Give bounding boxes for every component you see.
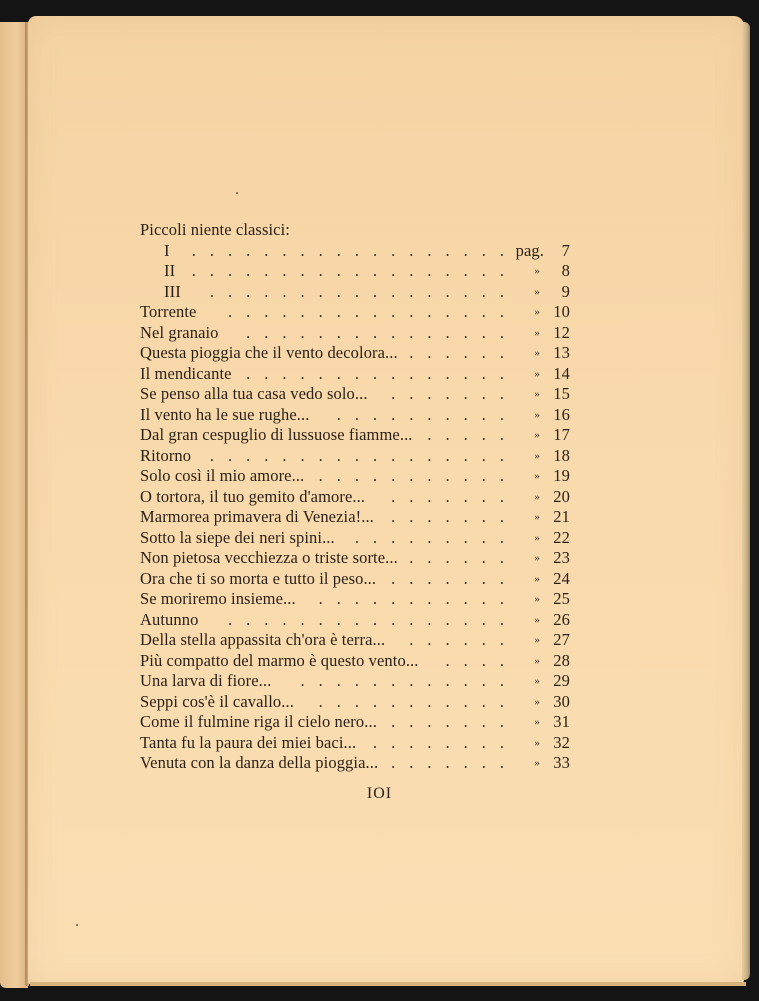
toc-entry bbox=[140, 671, 570, 692]
dot-leader: ......... bbox=[354, 527, 518, 547]
toc-entry bbox=[140, 753, 570, 774]
entry-title: Torrente bbox=[140, 302, 197, 321]
ditto-mark: » bbox=[534, 757, 540, 769]
ditto-mark: » bbox=[534, 716, 540, 728]
dot-leader: ................. bbox=[209, 281, 518, 301]
entry-page-number: 31 bbox=[553, 712, 570, 731]
toc-entry bbox=[140, 241, 570, 262]
dot-leader: .... bbox=[445, 650, 518, 670]
facing-page-edge bbox=[0, 22, 28, 988]
entry-title: Il mendicante bbox=[140, 363, 232, 383]
entry-title: Sotto la siepe dei neri spini... bbox=[140, 527, 335, 547]
ditto-mark: » bbox=[534, 695, 540, 708]
dot-leader: ....... bbox=[391, 753, 518, 772]
toc-entry bbox=[140, 364, 570, 385]
ditto-mark: » bbox=[534, 613, 540, 626]
entry-title: III bbox=[140, 282, 181, 302]
entry-title: Solo così il mio amore... bbox=[140, 466, 305, 485]
entry-page-number: 22 bbox=[553, 527, 570, 547]
dot-leader: .................. bbox=[191, 261, 518, 280]
entry-title: Seppi cos'è il cavallo... bbox=[140, 691, 294, 711]
toc-entry bbox=[140, 630, 570, 651]
entry-page-number: 13 bbox=[553, 343, 570, 362]
dot-leader: ....... bbox=[391, 568, 518, 588]
entry-page-number: 8 bbox=[561, 261, 570, 280]
entry-title: Una larva di fiore... bbox=[140, 671, 272, 690]
entry-page-number: 24 bbox=[553, 568, 570, 588]
entry-page-number: 32 bbox=[553, 732, 570, 752]
page-number: IOI bbox=[366, 785, 393, 802]
dot-leader: ............... bbox=[246, 322, 518, 342]
dot-leader: ...... bbox=[409, 548, 518, 567]
dot-leader: ....... bbox=[391, 384, 518, 403]
entry-page-number: 20 bbox=[553, 486, 570, 506]
entry-page-number: 30 bbox=[553, 691, 570, 711]
entry-page-number: 16 bbox=[553, 404, 570, 424]
dot-leader: ................ bbox=[228, 609, 518, 629]
toc-entry bbox=[140, 712, 570, 733]
entry-page-number: 33 bbox=[553, 753, 570, 772]
ditto-mark: » bbox=[534, 470, 540, 482]
entry-page-number: 28 bbox=[553, 650, 570, 670]
entry-page-number: 23 bbox=[553, 548, 570, 567]
ditto-mark: » bbox=[534, 634, 540, 646]
ditto-mark: » bbox=[534, 511, 540, 523]
ditto-mark: » bbox=[534, 285, 540, 298]
toc-entry bbox=[140, 323, 570, 344]
ditto-mark: » bbox=[534, 429, 540, 441]
toc-entry bbox=[140, 466, 570, 487]
toc-entry bbox=[140, 487, 570, 508]
ditto-mark: » bbox=[534, 408, 540, 421]
page-label: pag. bbox=[515, 240, 544, 260]
dot-leader: ........... bbox=[318, 466, 518, 485]
page-fore-edge bbox=[742, 22, 750, 980]
toc-entry bbox=[140, 692, 570, 713]
entry-title: Dal gran cespuglio di lussuose fiamme... bbox=[140, 425, 413, 444]
section-heading: Piccoli niente classici: bbox=[140, 220, 290, 239]
toc-entry bbox=[140, 651, 570, 672]
entry-page-number: 14 bbox=[553, 363, 570, 383]
entry-page-number: 27 bbox=[553, 630, 570, 649]
dot-leader: ............... bbox=[246, 363, 518, 383]
ditto-mark: » bbox=[534, 388, 540, 400]
toc-entry bbox=[140, 261, 570, 282]
entry-page-number: 29 bbox=[553, 671, 570, 690]
entry-title: Ora che ti so morta e tutto il peso... bbox=[140, 568, 377, 588]
dot-leader: ....... bbox=[391, 507, 518, 526]
entry-title: Non pietosa vecchiezza o triste sorte... bbox=[140, 548, 398, 567]
entry-title: Questa pioggia che il vento decolora... bbox=[140, 343, 398, 362]
entry-title: O tortora, il tuo gemito d'amore... bbox=[140, 486, 366, 506]
entry-title: Come il fulmine riga il cielo nero... bbox=[140, 712, 377, 731]
entry-title: Se moriremo insieme... bbox=[140, 589, 296, 608]
entry-page-number: 15 bbox=[553, 384, 570, 403]
toc-entry bbox=[140, 733, 570, 754]
ditto-mark: » bbox=[534, 572, 540, 585]
dot-leader: ................. bbox=[209, 445, 518, 465]
ditto-mark: » bbox=[534, 531, 540, 544]
dot-leader: ....... bbox=[391, 486, 518, 506]
entry-title: Più compatto del marmo è questo vento... bbox=[140, 650, 419, 670]
toc-entry bbox=[140, 405, 570, 426]
entry-page-number: 18 bbox=[553, 445, 570, 465]
entry-title: Autunno bbox=[140, 609, 199, 629]
dot-leader: ...... bbox=[409, 343, 518, 362]
entry-page-number: 26 bbox=[553, 609, 570, 629]
toc-entry bbox=[140, 282, 570, 303]
toc-entry bbox=[140, 610, 570, 631]
paper-speck bbox=[76, 924, 78, 926]
entry-title: Della stella appassita ch'ora è terra... bbox=[140, 630, 386, 649]
dot-leader: .......... bbox=[336, 404, 518, 424]
ditto-mark: » bbox=[534, 490, 540, 503]
dot-leader: ...... bbox=[409, 630, 518, 649]
ditto-mark: » bbox=[534, 306, 540, 318]
ditto-mark: » bbox=[534, 347, 540, 359]
page-bottom-edge bbox=[30, 982, 746, 986]
toc-entry bbox=[140, 528, 570, 549]
entry-page-number: 7 bbox=[561, 240, 570, 260]
toc-entry bbox=[140, 446, 570, 467]
dot-leader: .................. bbox=[191, 240, 518, 260]
entry-page-number: 12 bbox=[553, 322, 570, 342]
entry-title: Il vento ha le sue rughe... bbox=[140, 404, 310, 424]
toc-entry bbox=[140, 343, 570, 364]
ditto-mark: » bbox=[534, 593, 540, 605]
ditto-mark: » bbox=[534, 675, 540, 687]
entry-page-number: 21 bbox=[553, 507, 570, 526]
entry-title: II bbox=[140, 261, 175, 281]
ditto-mark: » bbox=[534, 449, 540, 462]
dot-leader: ............ bbox=[300, 671, 518, 690]
entry-title: Marmorea primavera di Venezia!... bbox=[140, 507, 374, 526]
entry-page-number: 17 bbox=[553, 425, 570, 444]
entry-page-number: 25 bbox=[553, 589, 570, 608]
ditto-mark: » bbox=[534, 367, 540, 380]
dot-leader: ................ bbox=[228, 302, 518, 321]
entry-title: Tanta fu la paura dei miei baci... bbox=[140, 732, 357, 752]
entry-title: Ritorno bbox=[140, 445, 192, 465]
dot-leader: ........... bbox=[318, 589, 518, 608]
dot-leader: ........ bbox=[373, 732, 518, 752]
toc-entry bbox=[140, 569, 570, 590]
ditto-mark: » bbox=[534, 326, 540, 339]
dot-leader: ........... bbox=[318, 691, 518, 711]
toc-entry bbox=[140, 425, 570, 446]
ditto-mark: » bbox=[534, 736, 540, 749]
entry-page-number: 10 bbox=[553, 302, 570, 321]
entry-title: I bbox=[140, 241, 170, 261]
entry-title: Venuta con la danza della pioggia... bbox=[140, 753, 379, 772]
toc-entry bbox=[140, 507, 570, 528]
paper-speck bbox=[236, 192, 238, 194]
toc-entry bbox=[140, 589, 570, 610]
entry-title: Se penso alla tua casa vedo solo... bbox=[140, 384, 368, 403]
entry-page-number: 19 bbox=[553, 466, 570, 485]
toc-entry bbox=[140, 548, 570, 569]
dot-leader: ..... bbox=[427, 425, 518, 444]
ditto-mark: » bbox=[534, 654, 540, 667]
ditto-mark: » bbox=[534, 265, 540, 277]
toc-entry bbox=[140, 302, 570, 323]
entry-title: Nel granaio bbox=[140, 322, 219, 342]
ditto-mark: » bbox=[534, 552, 540, 564]
toc-entry bbox=[140, 384, 570, 405]
dot-leader: ....... bbox=[391, 712, 518, 731]
entry-page-number: 9 bbox=[561, 281, 570, 301]
table-of-contents bbox=[140, 220, 570, 774]
